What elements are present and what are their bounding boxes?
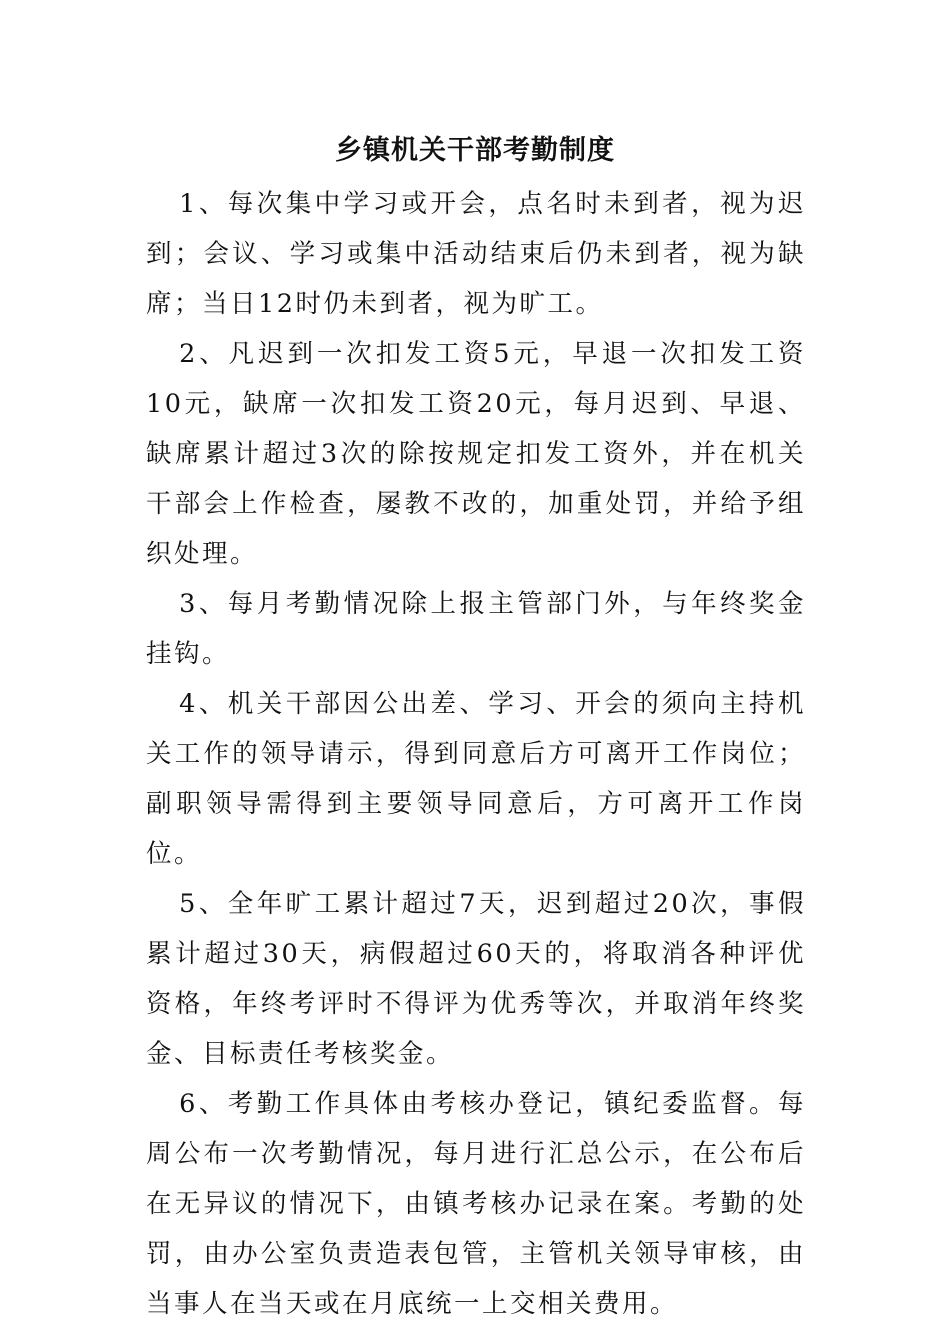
paragraph-rule-3: 3、每月考勤情况除上报主管部门外，与年终奖金挂钩。 [146,589,806,669]
paragraph-rule-4: 4、机关干部因公出差、学习、开会的须向主持机关工作的领导请示，得到同意后方可离开工作岗位；副职领导需得到主要领导同意后，方可离开工作岗位。 [146,689,806,869]
paragraph-rule-6: 6、考勤工作具体由考核办登记，镇纪委监督。每周公布一次考勤情况，每月进行汇总公示，在公布后在无异议的情况下，由镇考核办记录在案。考勤的处罚，由办公室负责造表包管，主管机关领导审核，由当事人在当天或在月底统一上交相关费用。 [146,1089,806,1319]
document-body [146,179,806,1329]
paragraph-rule-2: 2、凡迟到一次扣发工资5元，早退一次扣发工资10元，缺席一次扣发工资20元，每月迟到、早退、缺席累计超过3次的除按规定扣发工资外，并在机关干部会上作检查，屡教不改的，加重处罚，并给予组织处理。 [146,339,806,569]
paragraph-rule-1: 1、每次集中学习或开会，点名时未到者，视为迟到；会议、学习或集中活动结束后仍未到者，视为缺席；当日12时仍未到者，视为旷工。 [146,189,806,319]
document-title: 乡镇机关干部考勤制度 [335,135,615,166]
paragraph-rule-5: 5、全年旷工累计超过7天，迟到超过20次，事假累计超过30天，病假超过60天的，将取消各种评优资格，年终考评时不得评为优秀等次，并取消年终奖金、目标责任考核奖金。 [146,889,806,1069]
